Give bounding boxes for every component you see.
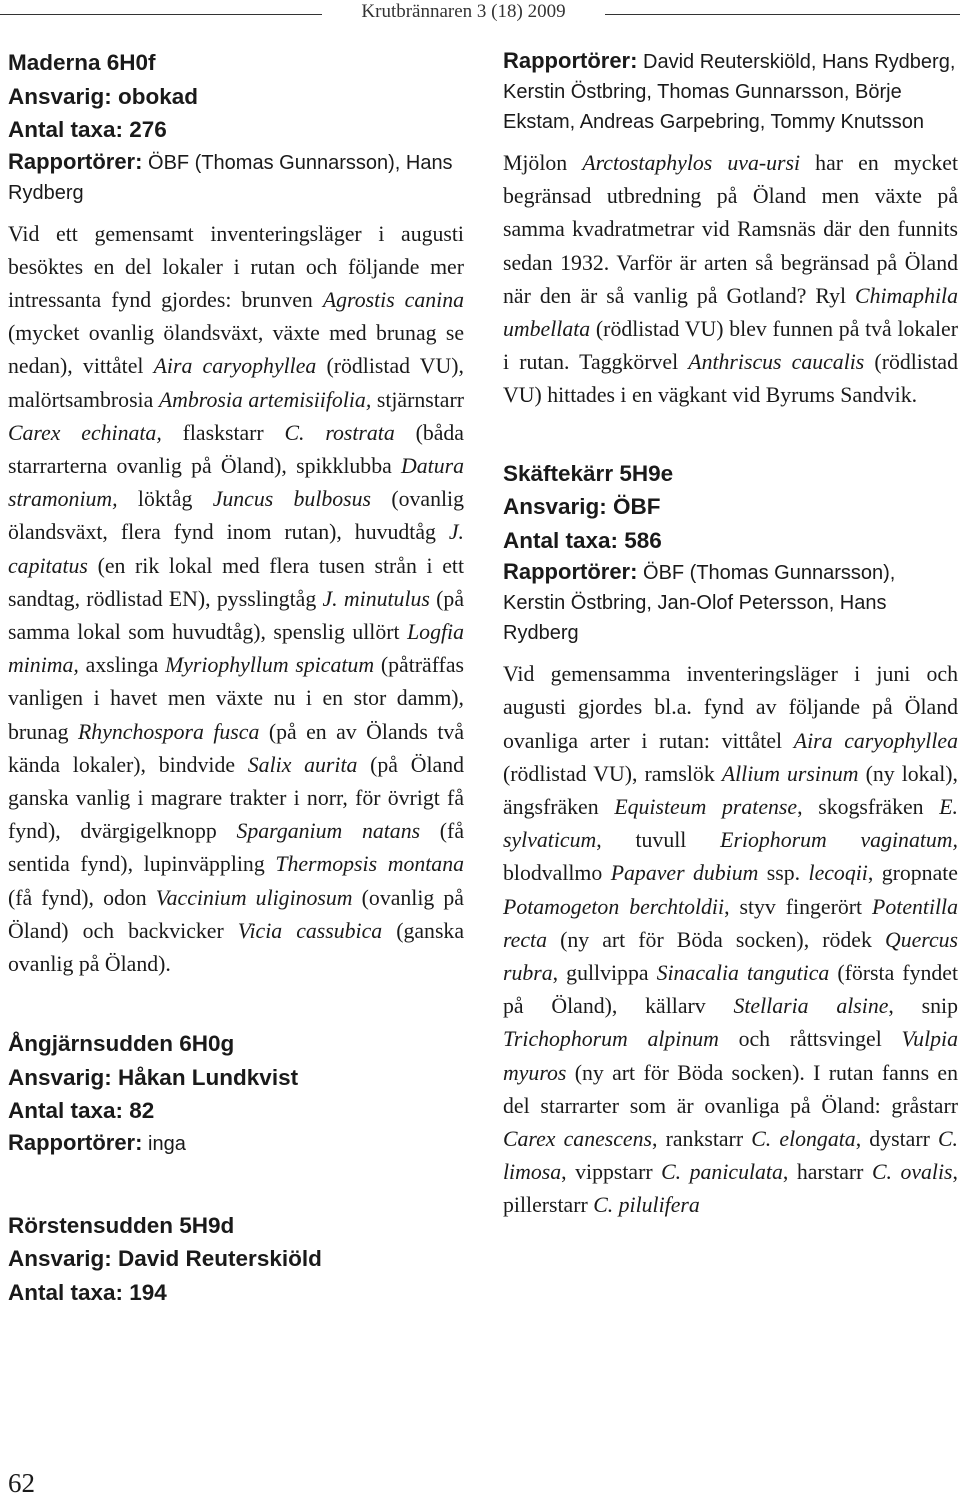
section-title: Rörstensudden 5H9d: [8, 1212, 235, 1238]
rapportorer-line: [503, 557, 958, 648]
running-header: [0, 0, 960, 30]
rapportorer-value: inga: [142, 1132, 186, 1155]
ansvarig-line: Ansvarig: obokad: [8, 83, 199, 109]
rapportorer-label: Rapportörer:: [8, 1129, 143, 1155]
section-title: Ångjärnsudden 6H0g: [8, 1031, 235, 1057]
ansvarig-line: Ansvarig: ÖBF: [503, 494, 661, 520]
section-rorstensudden-cont: [503, 46, 958, 413]
body-paragraph: Mjölon Arctostaphylos uva-ursi har en mycket begränsad utbredning på Öland men växte på samma kvadratmetrar vid Ramsnäs där den funnits sedan 1932. Varför är arten så begränsad på Öland när den är så vanlig på Gotland? Ryl Chimaphila umbellata (rödlistad VU) blev funnen på två lokaler i rutan. Taggkörvel Anthriscus caucalis (rödlistad VU) hittades i en vägkant vid Byrums Sandvik.: [503, 151, 958, 408]
rapportorer-value: David Reuterskiöld, Hans Rydberg, Kerstin Östbring, Thomas Gunnarsson, Börje Ekstam, Andreas Garpebring, Tommy Knutsson: [503, 51, 956, 133]
section-maderna: [8, 46, 464, 981]
section-angjarnsudden: [8, 1027, 464, 1159]
body-paragraph: Vid gemensamma inventeringsläger i juni och augusti gjordes bl.a. fynd av följande på Öland ovanliga arter i rutan: vittåtel Aira caryophyllea (rödlistad VU), ramslök Allium ursinum (ny lokal), ängsfräken Equisteum pratense, skogsfräken E. sylvaticum, tuvull Eriophorum vaginatum, blodvallmo Papaver dubium ssp. lecoqii, gropnate Potamogeton berchtoldii, styv fingerört Potentilla recta (ny art för Böda socken), rödek Quercus rubra, gullvippa Sinacalia tangutica (första fyndet på Öland), källarv Stellaria alsine, snip Trichophorum alpinum och råttsvingel Vulpia myuros (ny art för Böda socken). I rutan fanns en del starrarter som är ovanliga på Öland: gråstarr Carex canescens, rankstarr C. elongata, dystarr C. limosa, vippstarr C. paniculata, harstarr C. ovalis, pillerstarr C. pilulifera: [503, 662, 959, 1218]
ansvarig-line: Ansvarig: David Reuterskiöld: [8, 1246, 322, 1272]
rapportorer-value: ÖBF (Thomas Gunnarsson), Kerstin Östbring, Jan-Olof Petersson, Hans Rydberg: [503, 562, 896, 645]
rapportorer-line: [8, 1128, 464, 1159]
rapportorer-label: Rapportörer:: [503, 48, 638, 73]
antal-taxa-line: Antal taxa: 276: [8, 117, 167, 142]
rapportorer-value: ÖBF (Thomas Gunnarsson), Hans Rydberg: [8, 151, 453, 204]
section-title: Maderna 6H0f: [8, 50, 156, 75]
ansvarig-line: Ansvarig: Håkan Lundkvist: [8, 1064, 299, 1090]
body-paragraph: Vid ett gemensamt inventeringsläger i augusti besöktes en del lokaler i rutan och följande mer intressanta fynd gjordes: brunven Agrostis canina (mycket ovanlig ölandsväxt, växte med brunag se nedan), vittåtel Aira caryophyllea (rödlistad VU), malörtsambrosia Ambrosia artemisiifolia, stjärnstarr Carex echinata, flaskstarr C. rostrata (båda starrarterna ovanlig på Öland), spikklubba Datura stramonium, löktåg Juncus bulbosus (ovanlig ölandsväxt, flera fynd inom rutan), huvudtåg J. capitatus (en rik lokal med flera tusen strån i ett sandtag, rödlistad EN), pysslingtåg J. minutulus (på samma lokal som huvudtåg), spenslig ullört Logfia minima, axslinga Myriophyllum spicatum (påträffas vanligen i havet men växte nu i en stor damm), brunag Rhynchospora fusca (på en av Ölands två kända lokaler), bindvide Salix aurita (på Öland ganska vanlig i magrare trakter i norr, för övrigt få fynd), dvärgigelknopp Sparganium natans (få sentida fynd), lupinväppling Thermopsis montana (få fynd), odon Vaccinium uliginosum (ovanlig på Öland) och backvicker Vicia cassubica (ganska ovanlig på Öland).: [8, 221, 465, 976]
page-number: 62: [8, 1468, 35, 1498]
section-title: Skäftekärr 5H9e: [503, 460, 674, 486]
header-rule-left: [0, 14, 322, 15]
section-rorstensudden: [8, 1209, 464, 1310]
left-column: [8, 46, 464, 1309]
rapportorer-label: Rapportörer:: [503, 559, 638, 585]
header-rule-right: [605, 14, 960, 15]
rapportorer-line: [8, 147, 464, 208]
rapportorer-line: [503, 46, 958, 137]
rapportorer-label: Rapportörer:: [8, 148, 143, 174]
section-skaftekarr: [503, 457, 958, 1223]
antal-taxa-line: Antal taxa: 194: [8, 1279, 167, 1305]
antal-taxa-line: Antal taxa: 82: [8, 1098, 155, 1124]
antal-taxa-line: Antal taxa: 586: [503, 527, 662, 553]
right-column: [503, 46, 958, 1223]
running-title: Krutbrännaren 3 (18) 2009: [361, 1, 566, 22]
